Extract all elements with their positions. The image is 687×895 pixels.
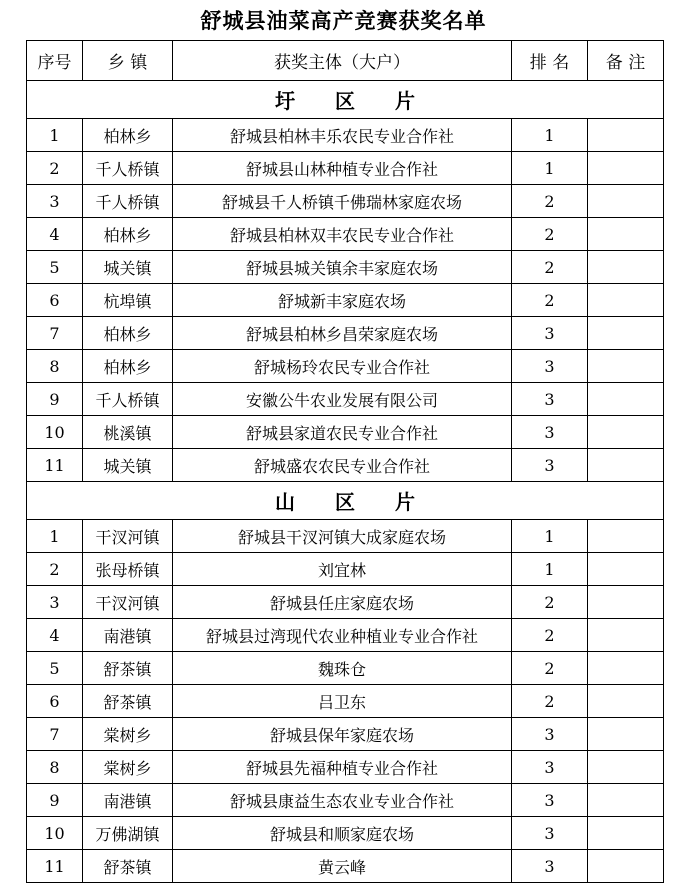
table-row xyxy=(27,553,664,586)
cell-town: 柏林乡 xyxy=(83,317,173,350)
cell-rank: 3 xyxy=(512,751,588,784)
header-index: 序号 xyxy=(27,41,83,81)
cell-rank: 1 xyxy=(512,152,588,185)
cell-entity: 舒城县山林种植专业合作社 xyxy=(173,152,512,185)
cell-rank: 1 xyxy=(512,119,588,152)
table-row xyxy=(27,251,664,284)
table-row xyxy=(27,751,664,784)
header-entity: 获奖主体（大户） xyxy=(173,41,512,81)
table-row xyxy=(27,152,664,185)
cell-entity: 黄云峰 xyxy=(173,850,512,883)
cell-note xyxy=(588,850,664,883)
cell-entity: 舒城杨玲农民专业合作社 xyxy=(173,350,512,383)
cell-rank: 3 xyxy=(512,718,588,751)
cell-note xyxy=(588,718,664,751)
cell-entity: 安徽公牛农业发展有限公司 xyxy=(173,383,512,416)
award-table xyxy=(26,40,664,883)
cell-town: 柏林乡 xyxy=(83,119,173,152)
cell-note xyxy=(588,520,664,553)
table-row xyxy=(27,718,664,751)
table-row xyxy=(27,383,664,416)
cell-index: 9 xyxy=(27,383,83,416)
cell-note xyxy=(588,449,664,482)
cell-entity: 舒城新丰家庭农场 xyxy=(173,284,512,317)
cell-town: 舒茶镇 xyxy=(83,685,173,718)
cell-town: 柏林乡 xyxy=(83,350,173,383)
cell-rank: 2 xyxy=(512,185,588,218)
cell-note xyxy=(588,383,664,416)
cell-town: 城关镇 xyxy=(83,251,173,284)
cell-rank: 3 xyxy=(512,850,588,883)
page-title: 舒城县油菜高产竞赛获奖名单 xyxy=(200,9,487,33)
cell-rank: 1 xyxy=(512,553,588,586)
cell-town: 棠树乡 xyxy=(83,751,173,784)
table-row xyxy=(27,850,664,883)
cell-index: 5 xyxy=(27,251,83,284)
header-rank: 排 名 xyxy=(512,41,588,81)
cell-index: 2 xyxy=(27,152,83,185)
table-row xyxy=(27,218,664,251)
cell-index: 4 xyxy=(27,218,83,251)
table-row xyxy=(27,817,664,850)
cell-entity: 刘宜林 xyxy=(173,553,512,586)
cell-rank: 3 xyxy=(512,817,588,850)
table-row xyxy=(27,520,664,553)
cell-rank: 3 xyxy=(512,449,588,482)
cell-note xyxy=(588,619,664,652)
cell-entity: 舒城县柏林双丰农民专业合作社 xyxy=(173,218,512,251)
cell-town: 棠树乡 xyxy=(83,718,173,751)
table-row xyxy=(27,619,664,652)
cell-town: 南港镇 xyxy=(83,619,173,652)
cell-index: 7 xyxy=(27,317,83,350)
cell-entity: 舒城县干汊河镇大成家庭农场 xyxy=(173,520,512,553)
cell-town: 千人桥镇 xyxy=(83,185,173,218)
table-row xyxy=(27,586,664,619)
cell-entity: 舒城县千人桥镇千佛瑞林家庭农场 xyxy=(173,185,512,218)
cell-index: 4 xyxy=(27,619,83,652)
cell-note xyxy=(588,185,664,218)
table-header-row xyxy=(27,41,664,81)
cell-note xyxy=(588,586,664,619)
cell-rank: 2 xyxy=(512,586,588,619)
cell-entity: 舒城县柏林丰乐农民专业合作社 xyxy=(173,119,512,152)
cell-index: 8 xyxy=(27,751,83,784)
cell-note xyxy=(588,152,664,185)
cell-index: 6 xyxy=(27,284,83,317)
cell-index: 3 xyxy=(27,586,83,619)
cell-town: 城关镇 xyxy=(83,449,173,482)
table-row xyxy=(27,350,664,383)
cell-index: 3 xyxy=(27,185,83,218)
table-row xyxy=(27,652,664,685)
cell-index: 7 xyxy=(27,718,83,751)
cell-entity: 舒城县和顺家庭农场 xyxy=(173,817,512,850)
table-body xyxy=(27,81,664,883)
cell-town: 千人桥镇 xyxy=(83,152,173,185)
cell-note xyxy=(588,553,664,586)
cell-town: 万佛湖镇 xyxy=(83,817,173,850)
cell-town: 千人桥镇 xyxy=(83,383,173,416)
cell-index: 10 xyxy=(27,416,83,449)
cell-town: 干汊河镇 xyxy=(83,520,173,553)
cell-entity: 舒城县城关镇余丰家庭农场 xyxy=(173,251,512,284)
cell-note xyxy=(588,784,664,817)
cell-entity: 舒城县柏林乡昌荣家庭农场 xyxy=(173,317,512,350)
cell-note xyxy=(588,284,664,317)
table-row xyxy=(27,784,664,817)
cell-index: 8 xyxy=(27,350,83,383)
cell-rank: 1 xyxy=(512,520,588,553)
cell-note xyxy=(588,218,664,251)
cell-index: 9 xyxy=(27,784,83,817)
cell-note xyxy=(588,119,664,152)
cell-rank: 2 xyxy=(512,251,588,284)
section-label: 山 区 片 xyxy=(27,482,664,520)
table-row xyxy=(27,317,664,350)
cell-rank: 3 xyxy=(512,383,588,416)
cell-rank: 2 xyxy=(512,652,588,685)
cell-note xyxy=(588,751,664,784)
cell-town: 张母桥镇 xyxy=(83,553,173,586)
table-row xyxy=(27,449,664,482)
cell-index: 11 xyxy=(27,449,83,482)
section-row xyxy=(27,81,664,119)
cell-entity: 舒城盛农农民专业合作社 xyxy=(173,449,512,482)
table-row xyxy=(27,284,664,317)
cell-rank: 2 xyxy=(512,218,588,251)
cell-index: 11 xyxy=(27,850,83,883)
section-row xyxy=(27,482,664,520)
section-label: 圩 区 片 xyxy=(27,81,664,119)
cell-town: 舒茶镇 xyxy=(83,850,173,883)
table-row xyxy=(27,185,664,218)
cell-rank: 2 xyxy=(512,619,588,652)
cell-index: 1 xyxy=(27,119,83,152)
cell-town: 干汊河镇 xyxy=(83,586,173,619)
cell-town: 柏林乡 xyxy=(83,218,173,251)
table-row xyxy=(27,416,664,449)
cell-note xyxy=(588,817,664,850)
cell-entity: 舒城县先福种植专业合作社 xyxy=(173,751,512,784)
header-town: 乡 镇 xyxy=(83,41,173,81)
cell-note xyxy=(588,317,664,350)
cell-rank: 2 xyxy=(512,284,588,317)
cell-entity: 舒城县任庄家庭农场 xyxy=(173,586,512,619)
table-row xyxy=(27,119,664,152)
cell-town: 杭埠镇 xyxy=(83,284,173,317)
cell-index: 2 xyxy=(27,553,83,586)
cell-rank: 3 xyxy=(512,416,588,449)
cell-entity: 魏珠仓 xyxy=(173,652,512,685)
cell-rank: 2 xyxy=(512,685,588,718)
cell-entity: 吕卫东 xyxy=(173,685,512,718)
table-row xyxy=(27,685,664,718)
cell-entity: 舒城县康益生态农业专业合作社 xyxy=(173,784,512,817)
cell-note xyxy=(588,416,664,449)
cell-rank: 3 xyxy=(512,317,588,350)
cell-entity: 舒城县家道农民专业合作社 xyxy=(173,416,512,449)
cell-rank: 3 xyxy=(512,784,588,817)
cell-rank: 3 xyxy=(512,350,588,383)
cell-town: 桃溪镇 xyxy=(83,416,173,449)
cell-index: 5 xyxy=(27,652,83,685)
cell-note xyxy=(588,685,664,718)
cell-note xyxy=(588,350,664,383)
cell-note xyxy=(588,251,664,284)
cell-town: 舒茶镇 xyxy=(83,652,173,685)
cell-index: 6 xyxy=(27,685,83,718)
cell-entity: 舒城县保年家庭农场 xyxy=(173,718,512,751)
header-note: 备 注 xyxy=(588,41,664,81)
cell-index: 1 xyxy=(27,520,83,553)
cell-entity: 舒城县过湾现代农业种植业专业合作社 xyxy=(173,619,512,652)
cell-town: 南港镇 xyxy=(83,784,173,817)
cell-index: 10 xyxy=(27,817,83,850)
cell-note xyxy=(588,652,664,685)
